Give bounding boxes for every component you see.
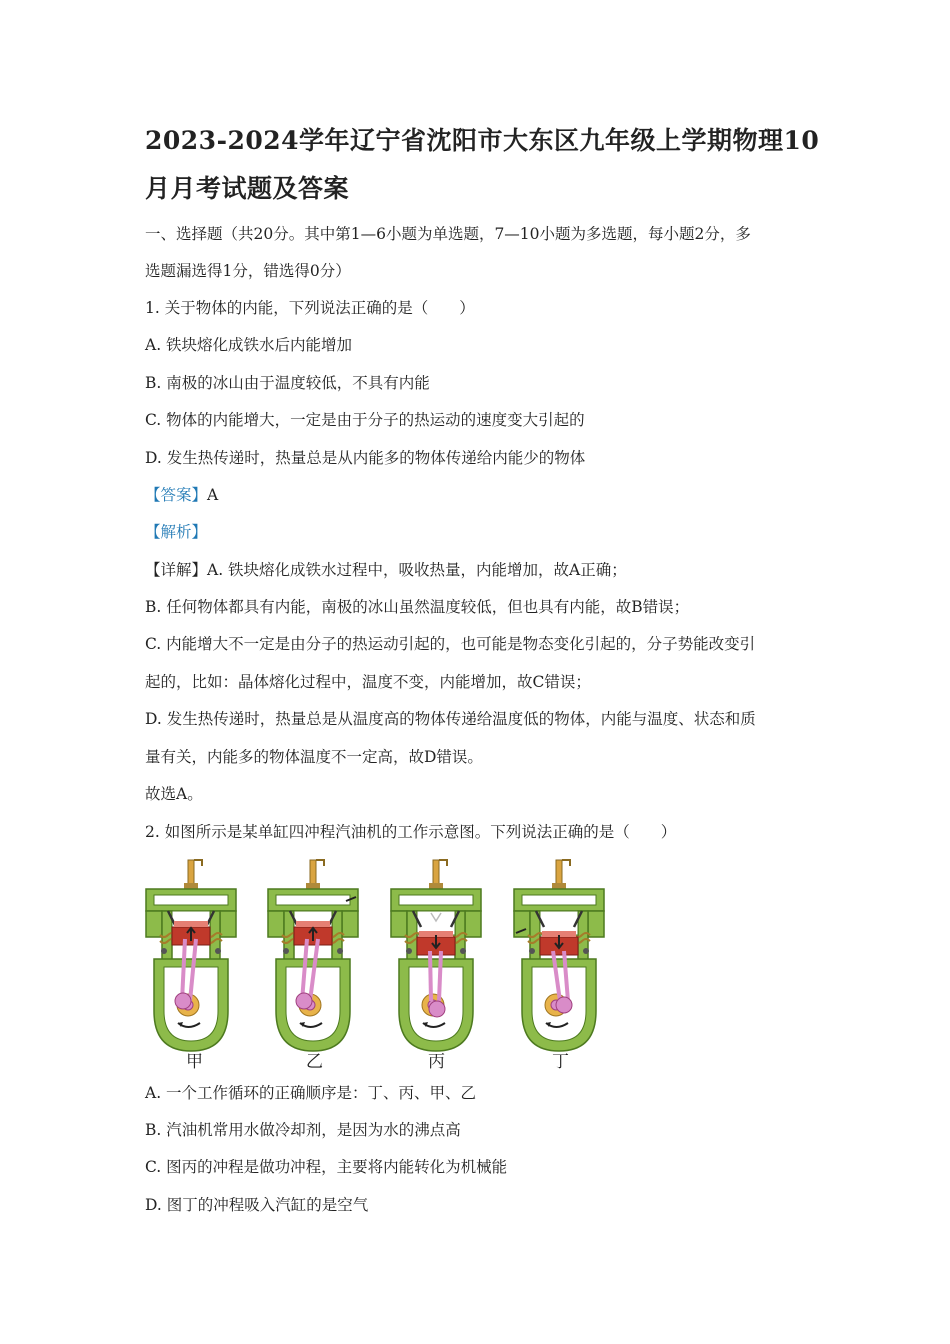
caption-jia: 甲	[186, 1052, 203, 1072]
answer-tag: 【答案】	[145, 486, 208, 504]
question-2-option-b: B. 汽油机常用水做冷却剂，是因为水的沸点高	[145, 1121, 461, 1139]
engine-bing	[391, 860, 481, 1051]
question-1-option-b: B. 南极的冰山由于温度较低，不具有内能	[145, 374, 430, 392]
detail-line-1: 【详解】A. 铁块熔化成铁水过程中，吸收热量，内能增加，故A正确；	[145, 561, 627, 579]
question-1-option-c: C. 物体的内能增大，一定是由于分子的热运动的速度变大引起的	[145, 411, 585, 429]
detail-line-4: 起的，比如：晶体熔化过程中，温度不变，内能增加，故C错误；	[145, 673, 591, 691]
engine-jia	[146, 860, 236, 1051]
question-1-option-a: A. 铁块熔化成铁水后内能增加	[145, 336, 353, 354]
section-heading-line-1: 一、选择题（共20分。其中第1—6小题为单选题，7—10小题为多选题，每小题2分，多	[145, 225, 751, 243]
document-title-line-2: 月月考试题及答案	[145, 174, 350, 203]
question-2-stem: 2. 如图所示是某单缸四冲程汽油机的工作示意图。下列说法正确的是（ ）	[145, 823, 677, 841]
engine-stroke-diagram	[140, 855, 620, 1075]
section-heading-line-2: 选题漏选得1分，错选得0分）	[145, 262, 351, 280]
caption-bing: 丙	[428, 1052, 445, 1072]
detail-line-5: D. 发生热传递时，热量总是从温度高的物体传递给温度低的物体，内能与温度、状态和质	[145, 710, 756, 728]
detail-line-6: 量有关，内能多的物体温度不一定高，故D错误。	[145, 748, 483, 766]
question-1-answer	[145, 483, 825, 507]
question-1-stem: 1. 关于物体的内能，下列说法正确的是（ ）	[145, 299, 475, 317]
caption-yi: 乙	[306, 1052, 323, 1072]
answer-value: A	[207, 486, 219, 504]
engine-yi	[268, 860, 358, 1051]
detail-line-2: B. 任何物体都具有内能，南极的冰山虽然温度较低，但也具有内能，故B错误；	[145, 598, 690, 616]
question-1-conclusion: 故选A。	[145, 785, 203, 803]
caption-ding: 丁	[552, 1052, 569, 1072]
question-2-option-c: C. 图丙的冲程是做功冲程，主要将内能转化为机械能	[145, 1158, 508, 1176]
engine-ding	[514, 860, 604, 1051]
detail-line-3: C. 内能增大不一定是由分子的热运动引起的，也可能是物态变化引起的，分子势能改变引	[145, 635, 756, 653]
question-2-option-a: A. 一个工作循环的正确顺序是：丁、丙、甲、乙	[145, 1084, 477, 1102]
question-1-option-d: D. 发生热传递时，热量总是从内能多的物体传递给内能少的物体	[145, 449, 586, 467]
document-title-line-1: 2023-2024学年辽宁省沈阳市大东区九年级上学期物理10	[145, 126, 820, 155]
question-2-option-d: D. 图丁的冲程吸入汽缸的是空气	[145, 1196, 369, 1214]
analysis-tag: 【解析】	[145, 523, 208, 541]
